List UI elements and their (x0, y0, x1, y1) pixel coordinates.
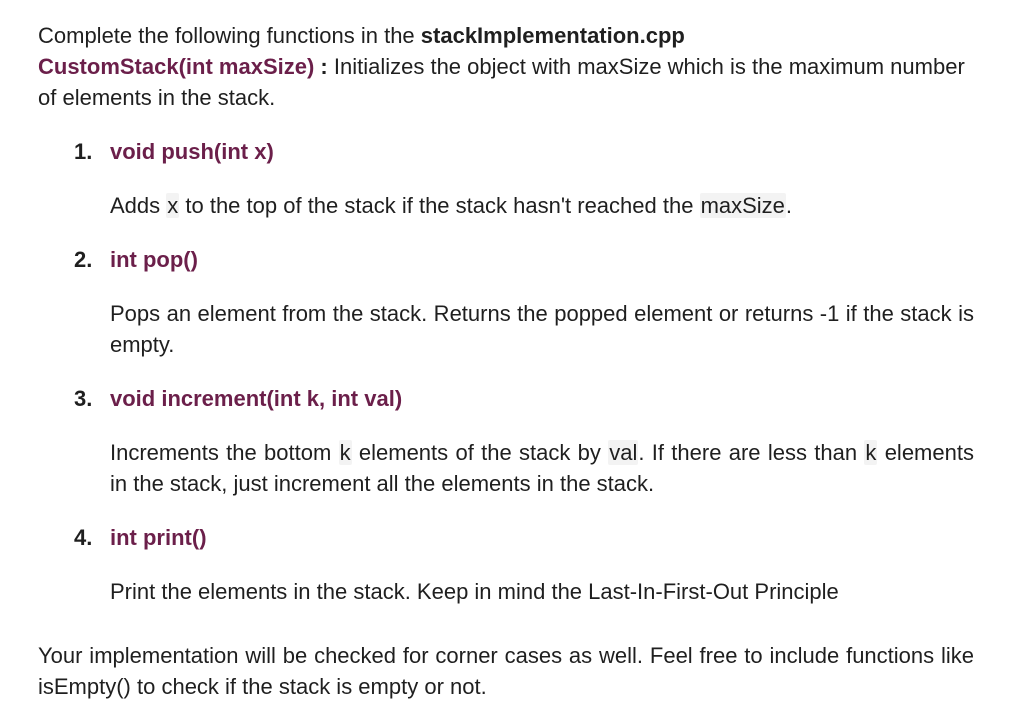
filename: stackImplementation.cpp (420, 23, 685, 48)
code-token: k (339, 440, 351, 465)
list-item (74, 244, 974, 360)
constructor-signature: CustomStack(int maxSize) (38, 54, 315, 79)
constructor-description: Initializes the object with maxSize which is the maximum number of elements in the stack. (38, 54, 965, 110)
function-description (110, 437, 974, 499)
intro-prefix: Complete the following functions in the (38, 23, 421, 48)
list-item (74, 383, 974, 499)
item-number: 1. (74, 139, 93, 164)
desc-text: elements of the stack by (351, 440, 609, 465)
constructor-line (38, 51, 974, 113)
function-description: Pops an element from the stack. Returns the popped element or returns -1 if the stack is empty. (110, 301, 974, 357)
item-number: 2. (74, 247, 93, 272)
outro-paragraph: Your implementation will be checked for corner cases as well. Feel free to include functions like isEmpty() to check if the stack is empty or not. (38, 643, 974, 699)
desc-text: elements in the stack, just increment all the elements in the stack. (110, 440, 974, 496)
item-number: 4. (74, 525, 93, 550)
desc-text: . If there are less than (638, 440, 865, 465)
intro-section (38, 20, 974, 113)
function-signature: void increment(int k, int val) (110, 386, 403, 411)
intro-line (38, 20, 974, 51)
code-token: k (865, 440, 877, 465)
list-item (74, 136, 974, 221)
function-description: Print the elements in the stack. Keep in mind the Last-In-First-Out Principle (110, 579, 839, 604)
constructor-separator: : (314, 54, 334, 79)
code-token: x (167, 193, 179, 218)
desc-text: Adds (110, 193, 167, 218)
desc-text: . (785, 193, 793, 218)
function-signature: int print() (110, 525, 207, 550)
desc-text: Increments the bottom (110, 440, 339, 465)
list-item (74, 522, 974, 607)
function-signature: int pop() (110, 247, 198, 272)
item-number: 3. (74, 386, 93, 411)
function-list (38, 136, 974, 607)
code-token: val (609, 440, 638, 465)
desc-text: to the top of the stack if the stack hasn't reached the (179, 193, 700, 218)
function-signature: void push(int x) (110, 139, 274, 164)
code-token: maxSize (700, 193, 785, 218)
document (38, 20, 974, 702)
function-description (110, 190, 974, 221)
